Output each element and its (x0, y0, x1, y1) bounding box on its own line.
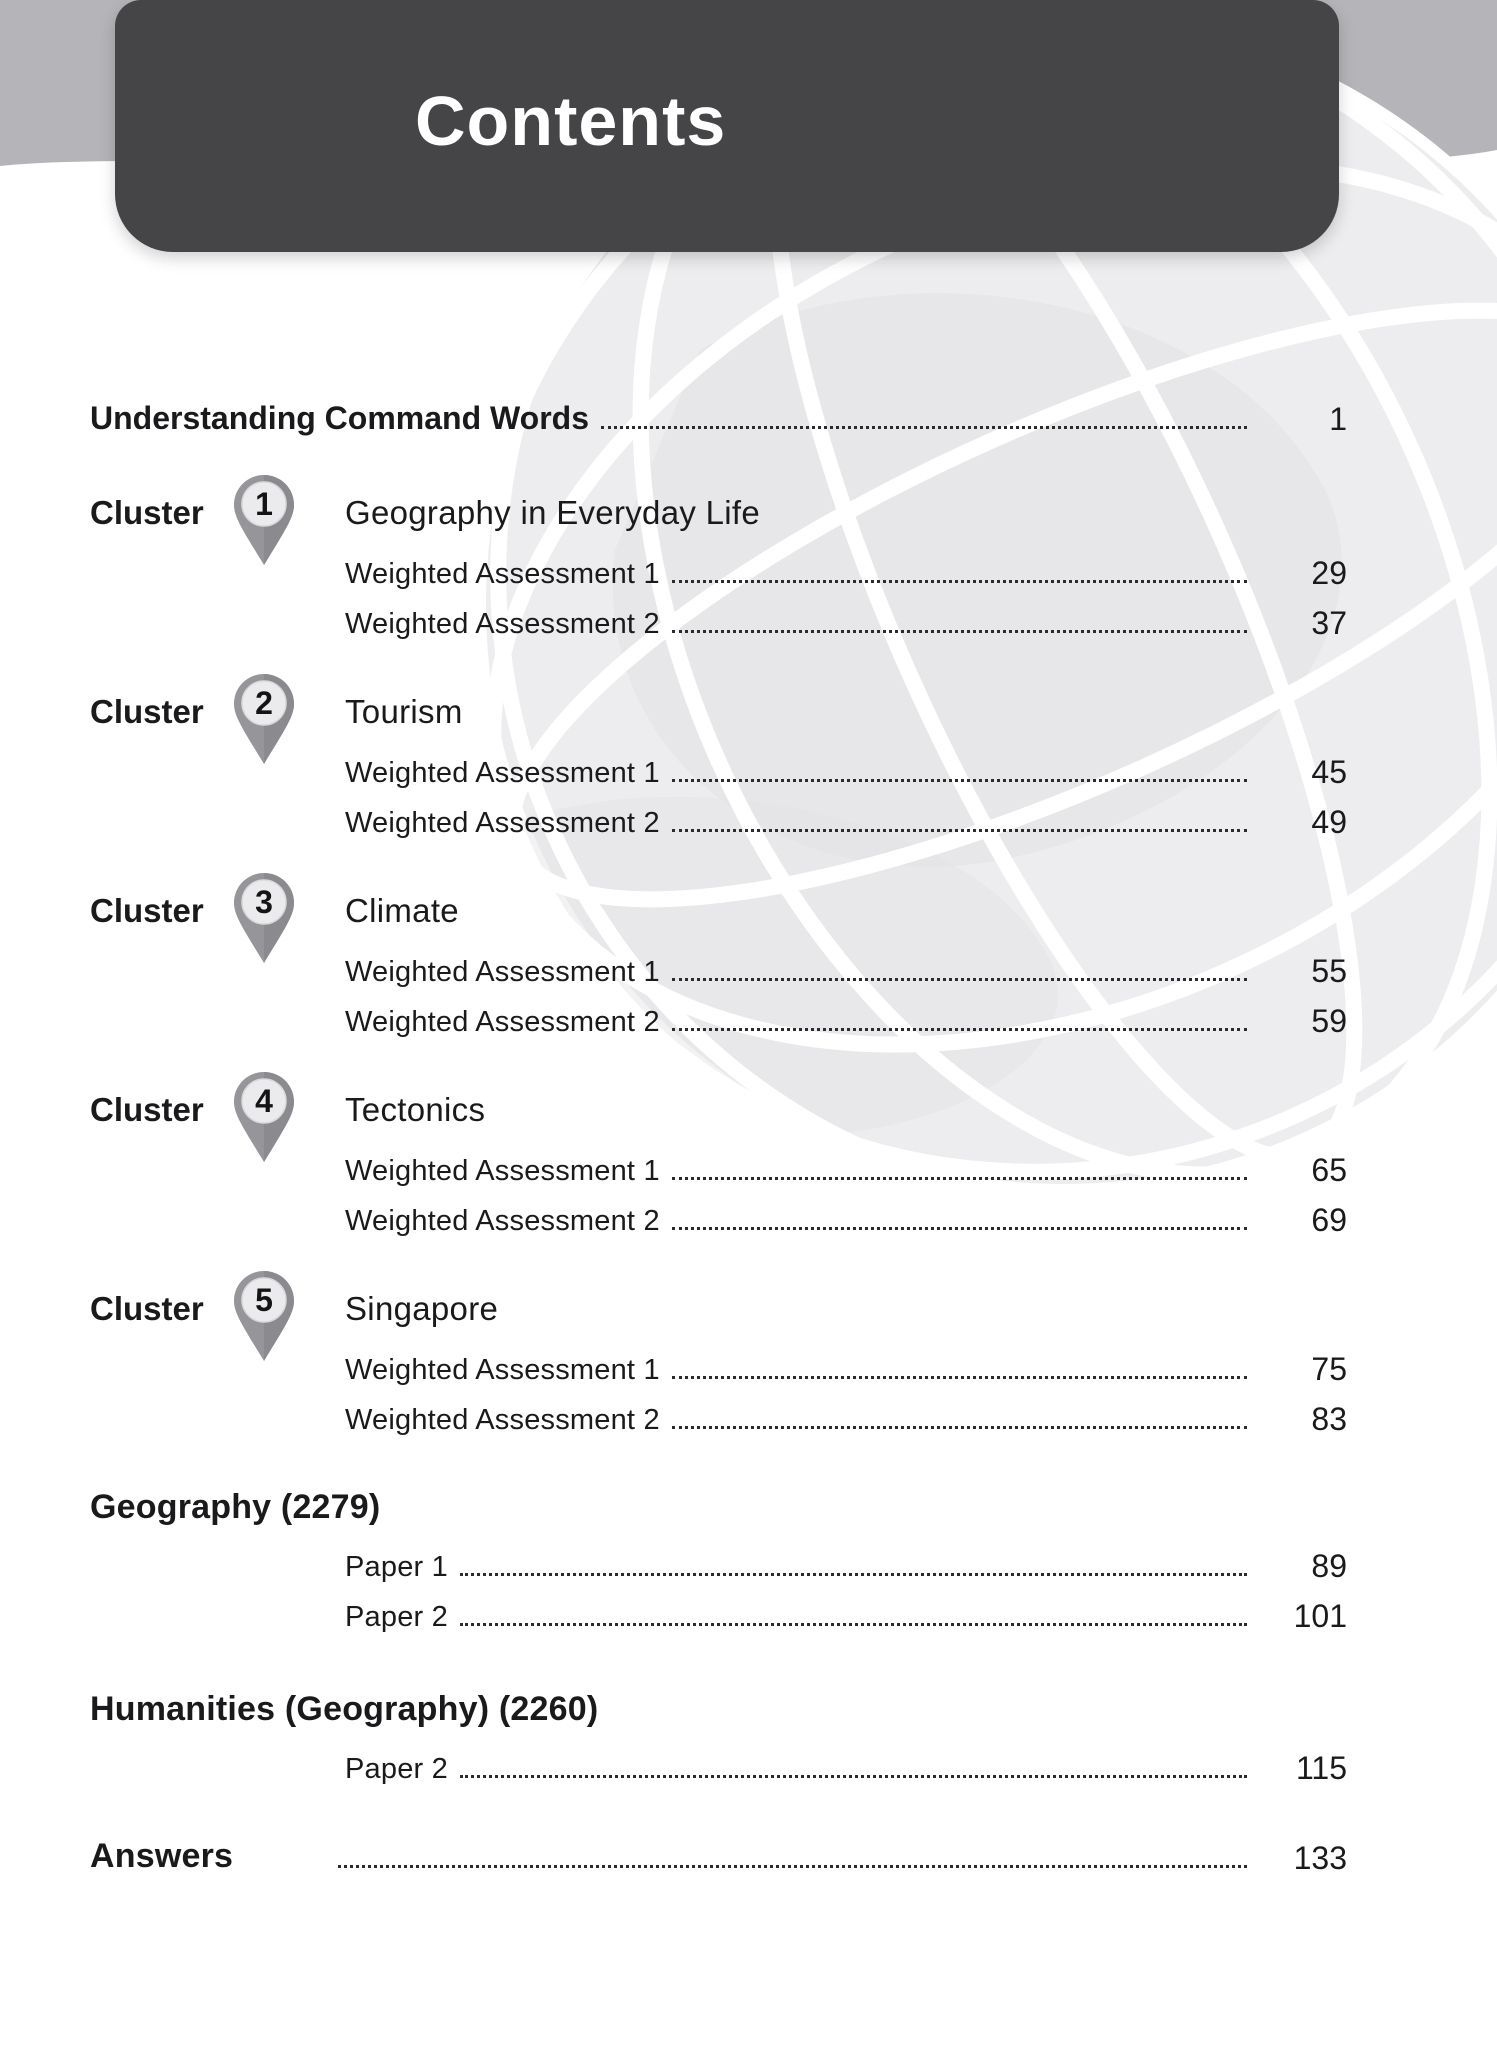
toc-entry (345, 1737, 1347, 1787)
page-number: 83 (1311, 1400, 1347, 1437)
dot-leader (672, 779, 1247, 782)
cluster-number: 4 (255, 1083, 273, 1119)
cluster-number: 1 (255, 486, 273, 522)
cluster-word: Cluster (90, 494, 204, 531)
cluster-5-block (90, 1280, 1347, 1438)
entry-label: Weighted Assessment 1 (345, 1353, 660, 1386)
page-number: 89 (1311, 1547, 1347, 1584)
dot-leader (460, 1573, 1247, 1576)
map-pin-icon (233, 673, 295, 765)
dot-leader (460, 1775, 1247, 1778)
toc-entry (345, 741, 1347, 791)
dot-leader (672, 978, 1247, 981)
entry-label: Weighted Assessment 1 (345, 557, 660, 590)
entry-label: Paper 2 (345, 1600, 448, 1633)
page-number: 101 (1293, 1597, 1347, 1634)
page-number: 59 (1311, 1002, 1347, 1039)
cluster-title: Tourism (345, 693, 463, 730)
toc-entry-answers (90, 1825, 1347, 1877)
entry-label: Weighted Assessment 2 (345, 1204, 660, 1237)
page-number: 69 (1311, 1201, 1347, 1238)
toc-entry-understanding-command-words (90, 392, 1347, 438)
page-number: 65 (1311, 1151, 1347, 1188)
cluster-word: Cluster (90, 1290, 204, 1327)
toc-entry (345, 1585, 1347, 1635)
page-number: 75 (1311, 1350, 1347, 1387)
dot-leader (460, 1623, 1247, 1626)
cluster-5-heading (90, 1280, 1347, 1338)
map-pin-icon (233, 1270, 295, 1362)
cluster-word: Cluster (90, 1091, 204, 1128)
contents-header (115, 0, 1339, 252)
entry-label: Weighted Assessment 1 (345, 1154, 660, 1187)
cluster-number: 2 (255, 685, 273, 721)
cluster-4-heading (90, 1081, 1347, 1139)
toc-entry (345, 1338, 1347, 1388)
entry-label: Weighted Assessment 1 (345, 955, 660, 988)
page-number: 1 (1329, 400, 1347, 437)
entry-label: Weighted Assessment 2 (345, 806, 660, 839)
entry-label: Answers (90, 1836, 234, 1875)
dot-leader (601, 426, 1247, 429)
cluster-1-heading (90, 484, 1347, 542)
dot-leader (672, 1028, 1247, 1031)
dot-leader (338, 1865, 1247, 1868)
cluster-2-block (90, 683, 1347, 841)
dot-leader (672, 630, 1247, 633)
cluster-3-heading (90, 882, 1347, 940)
map-pin-icon (233, 1071, 295, 1163)
humanities-geography-2260-block (90, 1681, 1347, 1787)
toc-entry (345, 592, 1347, 642)
cluster-number: 3 (255, 884, 273, 920)
dot-leader (672, 1227, 1247, 1230)
cluster-title: Singapore (345, 1290, 499, 1327)
entry-label: Understanding Command Words (90, 400, 589, 436)
page-title: Contents (415, 82, 727, 160)
entry-label: Weighted Assessment 2 (345, 1005, 660, 1038)
toc-entry (345, 542, 1347, 592)
cluster-title: Tectonics (345, 1091, 486, 1128)
page-number: 133 (1293, 1839, 1347, 1876)
toc-entry (345, 1388, 1347, 1438)
page-number: 55 (1311, 952, 1347, 989)
page-number: 49 (1311, 803, 1347, 840)
dot-leader (672, 1376, 1247, 1379)
page-number: 115 (1295, 1749, 1347, 1786)
entry-label: Paper 1 (345, 1550, 448, 1583)
cluster-title: Geography in Everyday Life (345, 494, 761, 531)
cluster-2-heading (90, 683, 1347, 741)
cluster-number: 5 (255, 1282, 273, 1318)
toc (90, 392, 1347, 1877)
entry-label: Paper 2 (345, 1752, 448, 1785)
cluster-word: Cluster (90, 892, 204, 929)
toc-entry (345, 1535, 1347, 1585)
cluster-1-block (90, 484, 1347, 642)
page-number: 45 (1311, 753, 1347, 790)
toc-entry (345, 940, 1347, 990)
map-pin-icon (233, 474, 295, 566)
page-number: 29 (1311, 554, 1347, 591)
section-heading: Humanities (Geography) (2260) (90, 1689, 599, 1728)
geography-2279-block (90, 1479, 1347, 1635)
cluster-3-block (90, 882, 1347, 1040)
cluster-4-block (90, 1081, 1347, 1239)
entry-label: Weighted Assessment 2 (345, 1403, 660, 1436)
toc-entry (345, 990, 1347, 1040)
cluster-title: Climate (345, 892, 459, 929)
toc-entry (345, 791, 1347, 841)
cluster-word: Cluster (90, 693, 204, 730)
toc-entry (345, 1139, 1347, 1189)
toc-entry (345, 1189, 1347, 1239)
map-pin-icon (233, 872, 295, 964)
entry-label: Weighted Assessment 2 (345, 607, 660, 640)
dot-leader (672, 1426, 1247, 1429)
page-number: 37 (1311, 604, 1347, 641)
dot-leader (672, 829, 1247, 832)
dot-leader (672, 580, 1247, 583)
entry-label: Weighted Assessment 1 (345, 756, 660, 789)
dot-leader (672, 1177, 1247, 1180)
section-heading: Geography (2279) (90, 1487, 381, 1526)
